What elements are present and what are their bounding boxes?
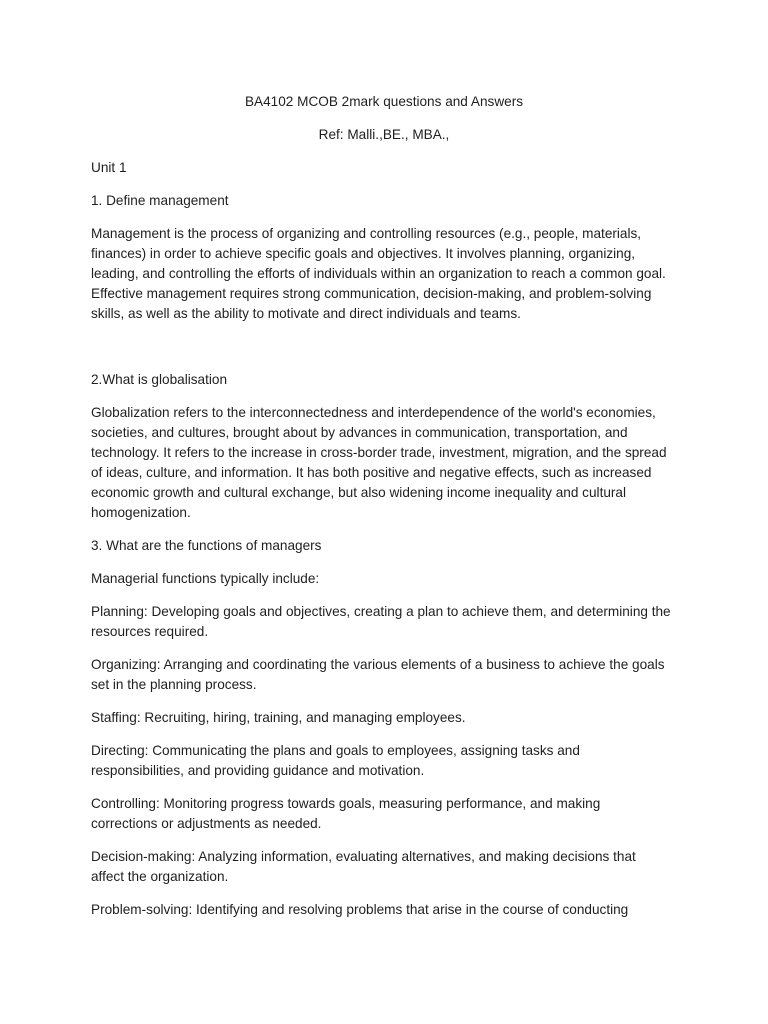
question-3: 3. What are the functions of managers — [91, 538, 322, 553]
document-title: BA4102 MCOB 2mark questions and Answers — [244, 94, 524, 109]
function-line: resources required. — [91, 624, 209, 639]
function-line: Directing: Communicating the plans and goals to employees, assigning tasks and — [91, 743, 580, 758]
function-staffing — [91, 708, 691, 728]
answer-2-line: of ideas, culture, and information. It has both positive and negative effects, such as increased — [91, 465, 652, 480]
answer-1-line: finances) in order to achieve specific goals and objectives. It involves planning, organizing, — [91, 246, 636, 261]
answer-1-line: skills, as well as the ability to motivate and direct individuals and teams. — [91, 306, 521, 321]
question-1: 1. Define management — [91, 193, 229, 208]
answer-2-line: homogenization. — [91, 505, 191, 520]
function-line: Organizing: Arranging and coordinating the various elements of a business to achieve the goals — [91, 657, 665, 672]
unit-heading: Unit 1 — [91, 160, 127, 175]
function-line: Controlling: Monitoring progress towards goals, measuring performance, and making — [91, 796, 601, 811]
answer-1-line: Management is the process of organizing and controlling resources (e.g., people, materials, — [91, 226, 642, 241]
function-line: set in the planning process. — [91, 677, 257, 692]
function-line: Staffing: Recruiting, hiring, training, and managing employees. — [91, 710, 466, 725]
answer-1-line: Effective management requires strong communication, decision-making, and problem-solving — [91, 286, 652, 301]
document-reference: Ref: Malli.,BE., MBA., — [318, 127, 450, 142]
answer-1 — [91, 224, 691, 324]
question-2: 2.What is globalisation — [91, 372, 228, 387]
function-problem-solving — [91, 900, 691, 920]
function-decision-making — [91, 847, 691, 887]
function-directing — [91, 741, 691, 781]
function-organizing — [91, 655, 691, 695]
answer-3-intro: Managerial functions typically include: — [91, 571, 320, 586]
answer-2-line: societies, and cultures, brought about by advances in communication, transportation, and — [91, 425, 628, 440]
function-line: corrections or adjustments as needed. — [91, 816, 322, 831]
function-controlling — [91, 794, 691, 834]
answer-2-line: technology. It refers to the increase in cross-border trade, investment, migration, and the spread — [91, 445, 667, 460]
function-line: responsibilities, and providing guidance and motivation. — [91, 763, 425, 778]
function-planning — [91, 602, 691, 642]
function-line: Planning: Developing goals and objectives, creating a plan to achieve them, and determining the — [91, 604, 671, 619]
answer-2-line: economic growth and cultural exchange, but also widening income inequality and cultural — [91, 485, 627, 500]
function-line: Problem-solving: Identifying and resolving problems that arise in the course of conducting — [91, 902, 629, 917]
answer-2 — [91, 403, 691, 523]
function-line: Decision-making: Analyzing information, evaluating alternatives, and making decisions that — [91, 849, 636, 864]
answer-2-line: Globalization refers to the interconnectedness and interdependence of the world's economies, — [91, 405, 656, 420]
answer-1-line: leading, and controlling the efforts of individuals within an organization to reach a common goal. — [91, 266, 666, 281]
function-line: affect the organization. — [91, 869, 229, 884]
